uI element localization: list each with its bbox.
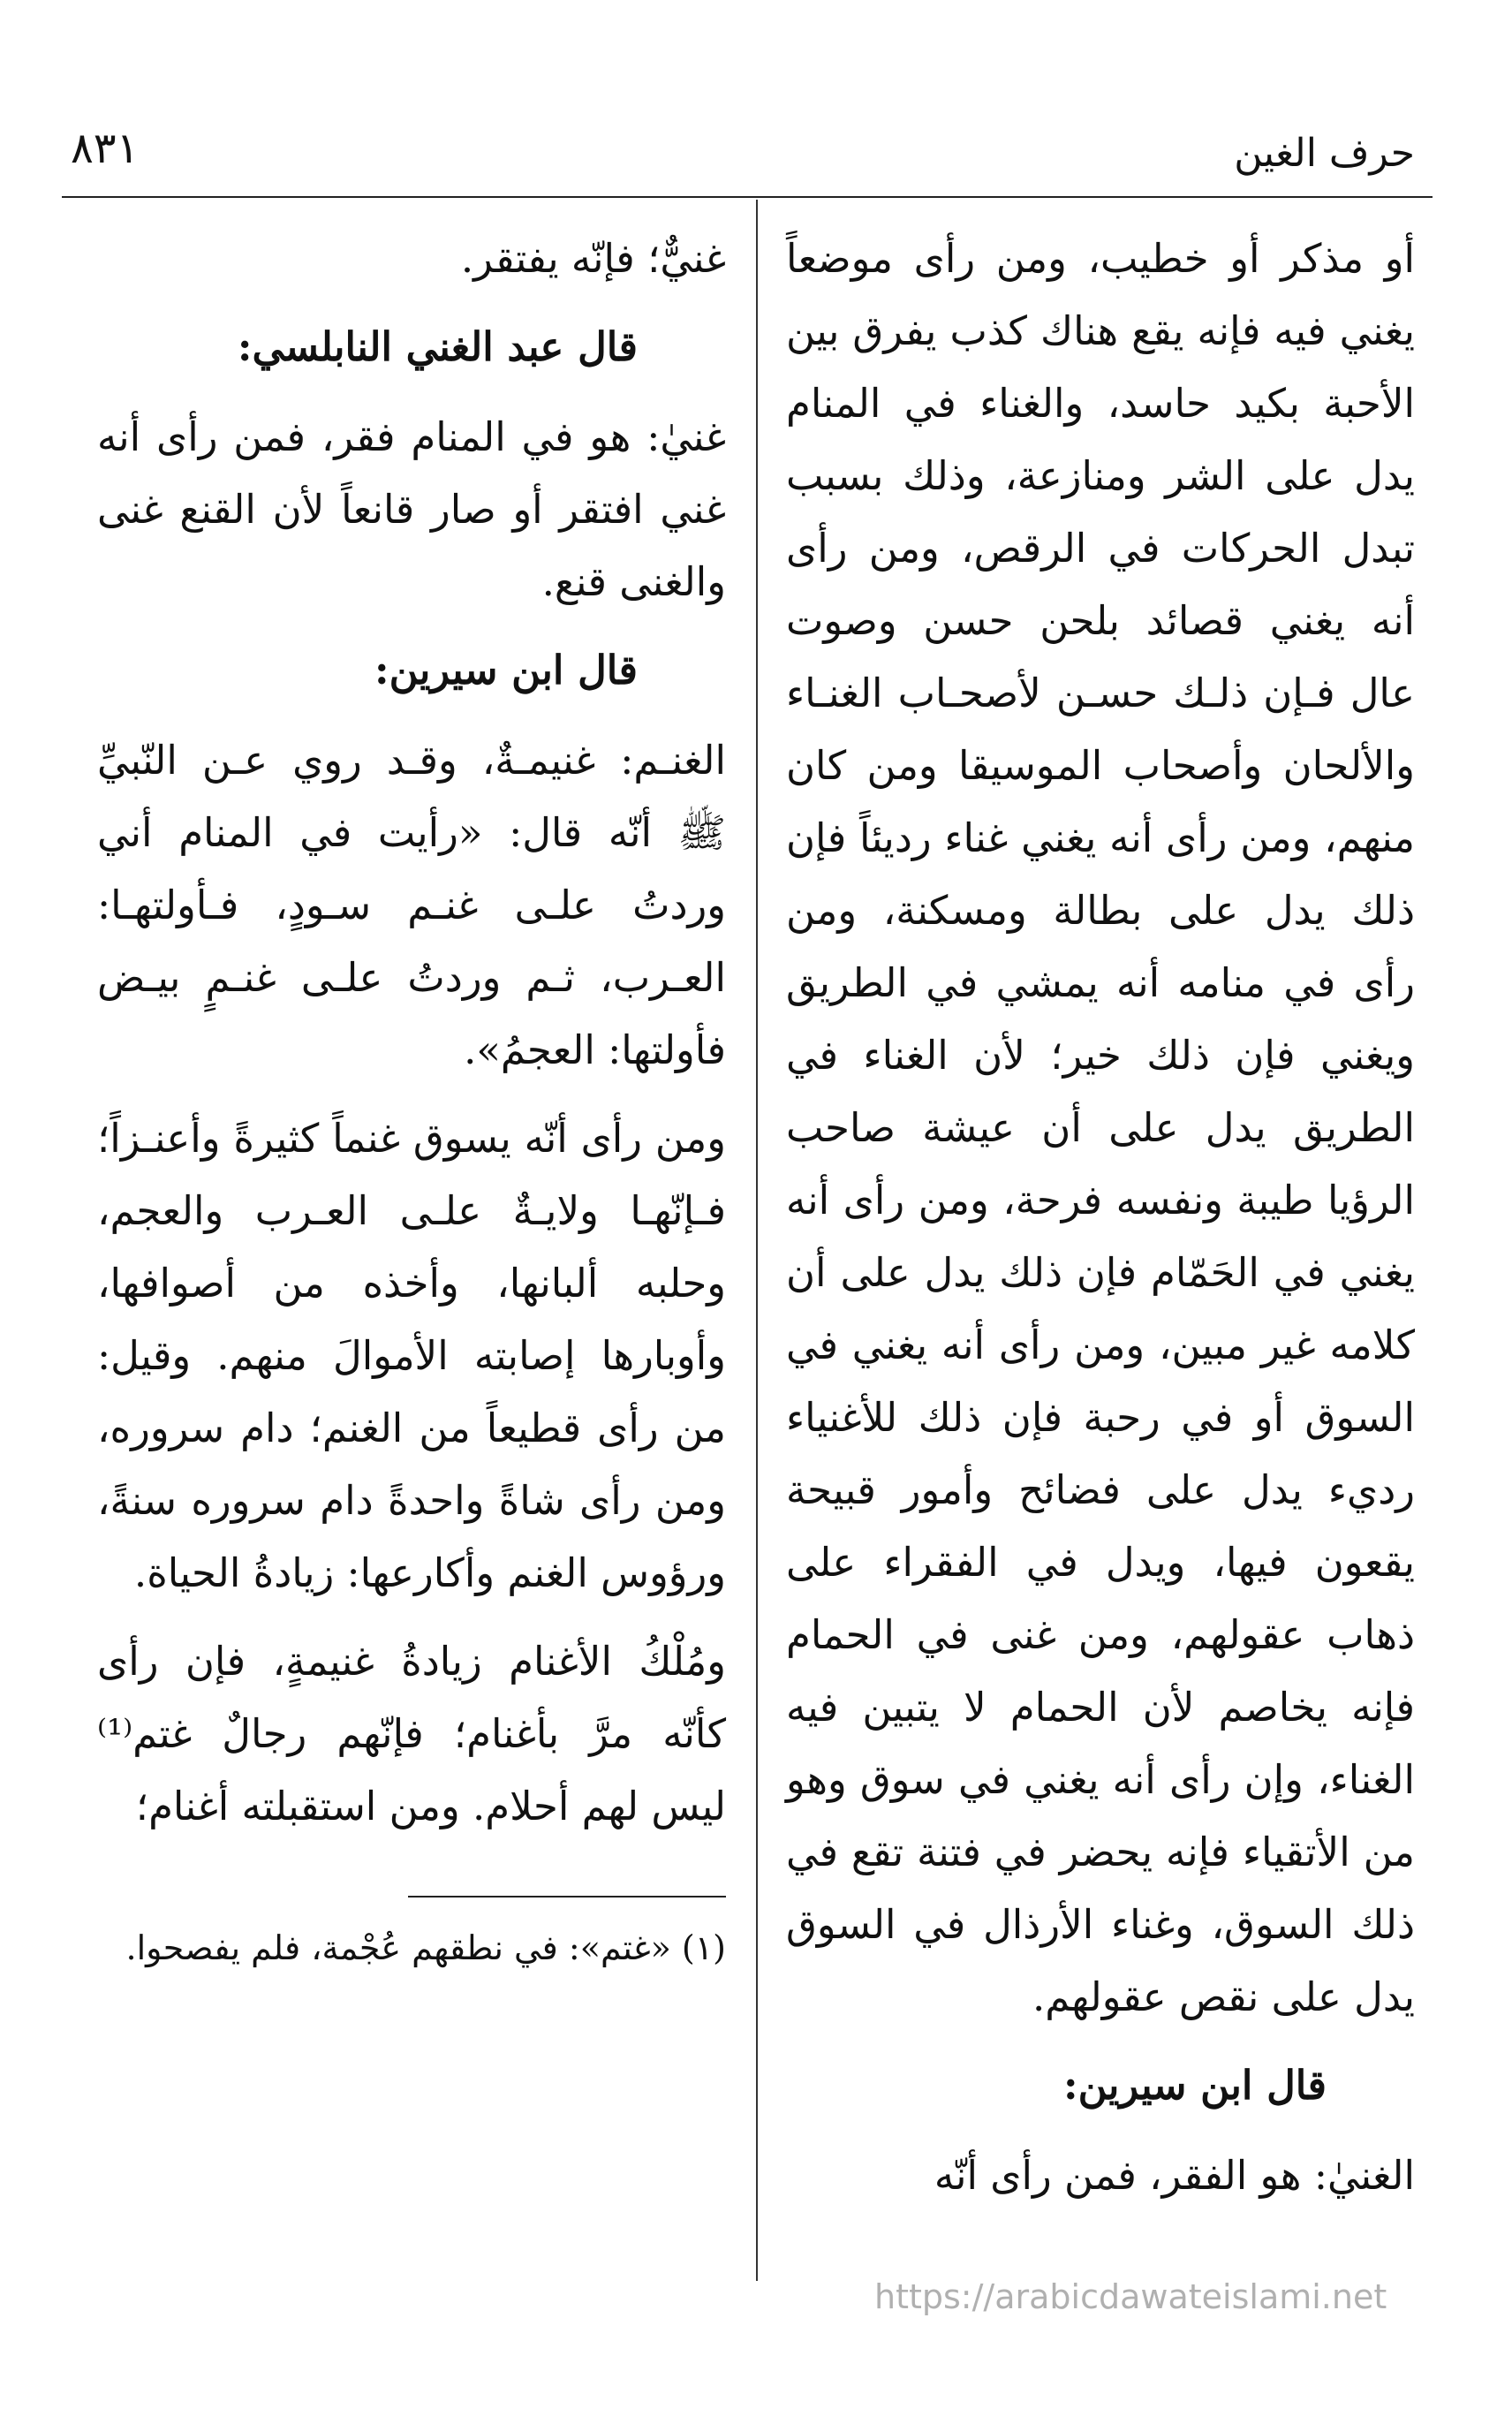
header-rule	[62, 196, 1433, 198]
column-divider	[756, 200, 758, 2281]
section-heading: قال ابن سيرين:	[1062, 2062, 1327, 2109]
paragraph: غنيٌّ؛ فإنّه يفتقر.	[460, 235, 726, 282]
footnote-rule	[408, 1896, 726, 1898]
footnote: (١) «غتم»: في نطقهم عُجْمة، فلم يفصحوا.	[125, 1928, 726, 1967]
watermark-url: https://arabicdawateislami.net	[874, 2277, 1387, 2316]
paragraph: ومُلْكُ الأغنام زيادةُ غنيمةٍ، فإن رأى كأنّه مرَّ بأغنام؛ فإنّهم رجالٌ غتم⁽¹⁾ ليس لهم أحلام. ومن استقبلته أغنام؛	[97, 1638, 726, 1829]
chapter-title: حرف الغين	[1234, 131, 1415, 176]
paragraph: الغنـم: غنيمـةٌ، وقـد روي عـن النّبيِّ ﷺ أنّه قال: «رأيت في المنام أني وردتُ علـى غنـم سـودٍ، فـأولتهـا: العـرب، ثـم وردتُ علـى غنـمٍ بيـض فأولتها: العجمُ».	[97, 737, 726, 1073]
left-column	[97, 223, 726, 1993]
section-heading: قال ابن سيرين:	[374, 647, 638, 693]
paragraph: الغنيٰ: هو الفقر، فمن رأى أنّه	[934, 2152, 1415, 2199]
paragraph: أو مذكر أو خطيب، ومن رأى موضعاً يغني فيه فإنه يقع هناك كذب يفرق بين الأحبة بكيد حاسد، والغناء في المنام يدل على الشر ومنازعة، وذلك بسبب تبدل الحركات في الرقص، ومن رأى أنه يغني قصائد بلحن حسن وصوت عال فـإن ذلـك حسـن لأصحـاب الغنـاء والألحان وأصحاب الموسيقا ومن كان منهم، ومن رأى أنه يغني غناء رديئاً فإن ذلك يدل على بطالة ومسكنة، ومن رأى في منامه أنه يمشي في الطريق ويغني فإن ذلك خير؛ لأن الغناء في الطريق يدل على أن عيشة صاحب الرؤيا طيبة ونفسه فرحة، ومن رأى أنه يغني في الحَمّام فإن ذلك يدل على أن كلامه غير مبين، ومن رأى أنه يغني في السوق أو في رحبة فإن ذلك للأغنياء رديء يدل على فضائح وأمور قبيحة يقعون فيها، ويدل في الفقراء على ذهاب عقولهم، ومن غنى في الحمام فإنه يخاصم لأن الحمام لا يتبين فيه الغناء، وإن رأى أنه يغني في سوق وهو من الأتقياء فإنه يحضر في فتنة تقع في ذلك السوق، وغناء الأرذال في السوق يدل على نقص عقولهم.	[786, 235, 1415, 2020]
paragraph: ومن رأى أنّه يسوق غنماً كثيرةً وأعنـزاً؛ فـإنّهـا ولايـةٌ علـى العـرب والعجم، وحلبه ألبانها، وأخذه من أصوافها، وأوبارها إصابته الأموالَ منهم. وقيل: من رأى قطيعاً من الغنم؛ دام سروره، ومن رأى شاةً واحدةً دام سروره سنةً، ورؤوس الغنم وأكارعها: زيادةُ الحياة.	[97, 1115, 726, 1596]
right-column	[786, 223, 1415, 2228]
section-heading: قال عبد الغني النابلسي:	[237, 323, 638, 370]
paragraph: غنيٰ: هو في المنام فقر، فمن رأى أنه غني افتقر أو صار قانعاً لأن القنع غنى والغنى قنع.	[97, 413, 726, 605]
page-number: ٨٣١	[71, 124, 140, 173]
